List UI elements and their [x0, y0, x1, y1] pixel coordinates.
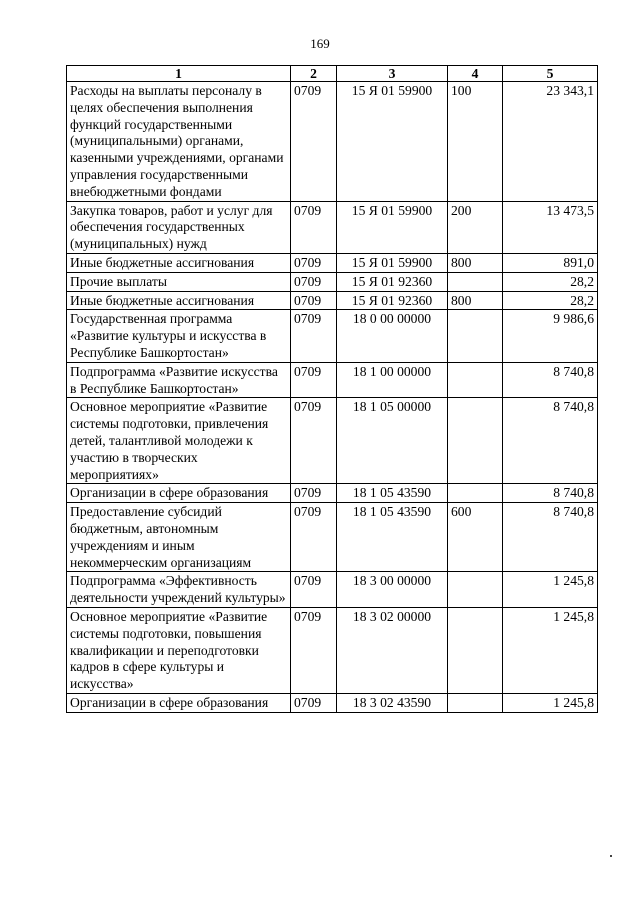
table-row — [67, 503, 598, 572]
cell-section: 0709 — [291, 503, 337, 572]
cell-name: Расходы на выплаты персоналу в целях обеспечения выполнения функций государственными (муниципальными) органами, казенными учреждениями, органами управления государственными внебюджетными фондами — [67, 82, 291, 202]
cell-section: 0709 — [291, 607, 337, 693]
cell-target-code: 18 1 05 43590 — [337, 503, 448, 572]
cell-target-code: 15 Я 01 59900 — [337, 82, 448, 202]
cell-name: Основное мероприятие «Развитие системы подготовки, привлечения детей, талантливой молодежи к участию в творческих мероприятиях» — [67, 398, 291, 484]
cell-section: 0709 — [291, 693, 337, 712]
cell-target-code: 15 Я 01 59900 — [337, 253, 448, 272]
cell-name: Закупка товаров, работ и услуг для обеспечения государственных (муниципальных) нужд — [67, 201, 291, 253]
cell-expense-type — [448, 484, 503, 503]
cell-amount: 13 473,5 — [503, 201, 598, 253]
cell-expense-type — [448, 693, 503, 712]
cell-amount: 8 740,8 — [503, 503, 598, 572]
cell-amount: 23 343,1 — [503, 82, 598, 202]
cell-section: 0709 — [291, 253, 337, 272]
cell-amount: 28,2 — [503, 272, 598, 291]
table-row — [67, 201, 598, 253]
cell-expense-type — [448, 362, 503, 398]
cell-section: 0709 — [291, 310, 337, 362]
scan-speck — [610, 855, 612, 857]
cell-target-code: 18 1 00 00000 — [337, 362, 448, 398]
cell-section: 0709 — [291, 272, 337, 291]
cell-target-code: 15 Я 01 59900 — [337, 201, 448, 253]
table-row — [67, 291, 598, 310]
cell-amount: 1 245,8 — [503, 607, 598, 693]
column-header-1: 1 — [67, 66, 291, 82]
cell-section: 0709 — [291, 484, 337, 503]
cell-expense-type — [448, 572, 503, 608]
cell-section: 0709 — [291, 201, 337, 253]
cell-expense-type: 100 — [448, 82, 503, 202]
cell-section: 0709 — [291, 82, 337, 202]
cell-name: Организации в сфере образования — [67, 693, 291, 712]
table-row — [67, 693, 598, 712]
cell-target-code: 18 3 02 43590 — [337, 693, 448, 712]
cell-expense-type — [448, 398, 503, 484]
cell-amount: 8 740,8 — [503, 484, 598, 503]
cell-target-code: 18 1 05 43590 — [337, 484, 448, 503]
cell-name: Организации в сфере образования — [67, 484, 291, 503]
column-header-5: 5 — [503, 66, 598, 82]
cell-target-code: 15 Я 01 92360 — [337, 291, 448, 310]
table-row — [67, 310, 598, 362]
table-row — [67, 272, 598, 291]
cell-name: Прочие выплаты — [67, 272, 291, 291]
table-header-row — [67, 66, 598, 82]
cell-name: Государственная программа «Развитие культуры и искусства в Республике Башкортостан» — [67, 310, 291, 362]
cell-section: 0709 — [291, 362, 337, 398]
cell-section: 0709 — [291, 572, 337, 608]
table-row — [67, 484, 598, 503]
cell-expense-type — [448, 607, 503, 693]
cell-section: 0709 — [291, 398, 337, 484]
column-header-2: 2 — [291, 66, 337, 82]
cell-amount: 1 245,8 — [503, 572, 598, 608]
column-header-4: 4 — [448, 66, 503, 82]
cell-target-code: 15 Я 01 92360 — [337, 272, 448, 291]
cell-name: Основное мероприятие «Развитие системы подготовки, повышения квалификации и переподготовки кадров в сфере культуры и искусства» — [67, 607, 291, 693]
column-header-3: 3 — [337, 66, 448, 82]
cell-name: Предоставление субсидий бюджетным, автономным учреждениям и иным некоммерческим организациям — [67, 503, 291, 572]
cell-amount: 8 740,8 — [503, 362, 598, 398]
cell-expense-type — [448, 310, 503, 362]
table-row — [67, 362, 598, 398]
cell-section: 0709 — [291, 291, 337, 310]
cell-target-code: 18 1 05 00000 — [337, 398, 448, 484]
table-row — [67, 253, 598, 272]
cell-name: Иные бюджетные ассигнования — [67, 291, 291, 310]
cell-name: Подпрограмма «Развитие искусства в Республике Башкортостан» — [67, 362, 291, 398]
cell-amount: 891,0 — [503, 253, 598, 272]
table-row — [67, 398, 598, 484]
cell-amount: 1 245,8 — [503, 693, 598, 712]
cell-name: Иные бюджетные ассигнования — [67, 253, 291, 272]
cell-expense-type — [448, 272, 503, 291]
table-row — [67, 572, 598, 608]
cell-expense-type: 200 — [448, 201, 503, 253]
cell-amount: 28,2 — [503, 291, 598, 310]
cell-target-code: 18 3 00 00000 — [337, 572, 448, 608]
page-number: 169 — [310, 36, 330, 51]
cell-target-code: 18 3 02 00000 — [337, 607, 448, 693]
cell-name: Подпрограмма «Эффективность деятельности учреждений культуры» — [67, 572, 291, 608]
cell-expense-type: 800 — [448, 291, 503, 310]
table-row — [67, 607, 598, 693]
cell-expense-type: 600 — [448, 503, 503, 572]
budget-table — [66, 65, 598, 713]
cell-amount: 8 740,8 — [503, 398, 598, 484]
cell-expense-type: 800 — [448, 253, 503, 272]
table-row — [67, 82, 598, 202]
cell-target-code: 18 0 00 00000 — [337, 310, 448, 362]
cell-amount: 9 986,6 — [503, 310, 598, 362]
